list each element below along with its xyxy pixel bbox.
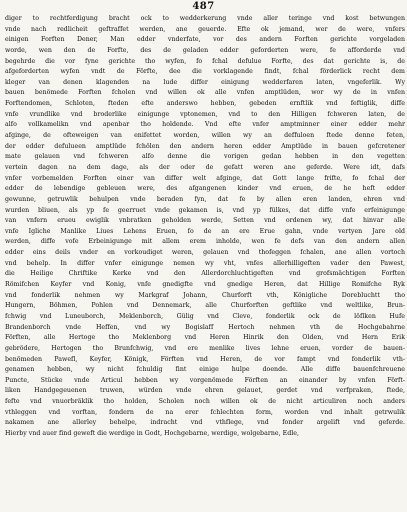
text-line: diger to rechtferdigung bracht ock to wedderkerung vnde aller teringe vnd kost betwungen bbox=[5, 15, 405, 22]
text-line: vnfe Igliche Manlike Liues Lehens Eruen, fo de an ere Erue gahn, vnde vertyen Jare old bbox=[5, 227, 405, 235]
text-line: benömeden Pawefl, Keyfer, Königk, Förften vnd Heren, de vor fampt vnd fonderlik vth- bbox=[5, 355, 405, 363]
page-number: 487 bbox=[192, 1, 215, 12]
text-line: Förften, alle Hertoge tho Meklenborg vnd Heren Hinrik den Olden, vnd Hern Erik bbox=[5, 334, 405, 342]
text-line: werden, diffe vofe Erbeinigunge mit allem erem inholde, wen fe defs van den andern allen bbox=[5, 238, 405, 246]
text-line: afgeforderten wyfen vndt de Förfte, dee die vorklagende findt, fchal förderlick recht dem bbox=[5, 68, 405, 76]
text-line: vnfe vrundlike vnd broderlike einigunge vptonemen, vnd to den Hilligen fchweren laten, de bbox=[5, 110, 405, 118]
text-line: nakamen ane allerley behelpe, indracht vnd vthflege, vnd fonder argelift vnd geferde. bbox=[5, 419, 405, 427]
text-line: fchwig vnd Luneuborch, Meklenborch, Gülig vnd Cleve, fonderlik ock de löflken Hufe bbox=[5, 312, 405, 320]
text-line: afginge, de ofteweigen van enifettet worden, willen wy an deffuloen ftede denne feten, bbox=[5, 132, 405, 140]
text-line: gewunne, getruwlik behulpen vnde beraden fyn, dat fe by allen eren landen, ehren vnd bbox=[5, 195, 405, 203]
text-line: gebrödere, Hertogen tho Brunfchwig, vnd ere menlike lives lehne eruen, vorder de bauen- bbox=[5, 344, 405, 352]
text-line: begehrde die vor fyne gerichte tho wyfen, fo fchal defulue Forfte, des dat gerichte is, de bbox=[5, 57, 405, 65]
text-line: fefte vnd vnuorbräklik tho holden, Scholen noch willen ok de nicht articuliren noch anders bbox=[5, 398, 405, 406]
text-line: vertein dagen na dem dage, als der oder de gefatt weren ane geferde. Were idt, dafs bbox=[5, 163, 405, 171]
text-line: vthleggen vnd vorftan, fondern de na erer fchlechten form, worden vnd inhalt getrwulik bbox=[5, 408, 405, 416]
text-line: vnd fonderlik nehmen wy Markgraf Johann, Churforft vth, Königliche Dorebluchtt tho bbox=[5, 291, 405, 299]
text-line: vnfer vorbemelden Forften einer van differ welt afginge, dat Gott lange frifte, fo fchal der bbox=[5, 174, 405, 182]
text-line: Brandenborch vnde Heffen, vnd wy Bogislaff Hertoch nehmen vth de Hochgebahrne bbox=[5, 323, 405, 331]
text-line: edder eins deils vnder en vorkoudiget weren, gelauen vnd thofeggen fchalen, ane allen vortoch bbox=[5, 249, 405, 257]
text-line: Hungern, Böhmen, Pohlen vnd Dennemark, alle Churforften geftlike vnd weltlike, Brun- bbox=[5, 302, 405, 310]
text-line: Puncte, Stücke vnde Articul hebben wy vorgenömede Förften an einander by vnfen Förft- bbox=[5, 376, 405, 384]
text-line: einigen Forften Dener, Man edder vnderfate, vor des andern Forften gerichte vorgeladen bbox=[5, 36, 405, 44]
body-text bbox=[5, 14, 405, 440]
text-line: bauen benömede Forften fcholen vnd willen ok alle vnfen amptlüden, wor wy de in vnfen bbox=[5, 89, 405, 97]
text-line: wurden bliuen, als yp fe geerruet vnde gekamen is, vnd yp fülkes, dat diffe vnfe erfeinigunge bbox=[5, 206, 405, 214]
text-line: worde, wen den de Forfte, des de geladen edder geforderten were, fe afforderde vnd bbox=[5, 46, 405, 54]
text-line: genamen hebben, wy nicht fchuldig fint einige hulpe doende. Alle diffe bauenfchreuene bbox=[5, 366, 405, 374]
text-line: edder de lebendige gebleuen were, des afgangenen kinder vnd eruen, de he heft edder bbox=[5, 185, 405, 193]
text-line: alfo vollkamelikn vnd apenbar tho holdende. Vnd efte vnfer amptminner einer edder mehr bbox=[5, 121, 405, 129]
text-line: Römifchen Keyfer vnd Konig, vnfe gnedigfte vnd gnedige Heren, dat Hillige Romifche Ryk bbox=[5, 281, 405, 289]
text-line: Hierby vnd auer find geweft die werdige in Godt, Hochgebarne, werdige, wolgebarne, Edle, bbox=[5, 429, 299, 437]
text-line: vnd behelp. In differ vnfer einigunge nemen wy vht, vnfes allerhilligeften vader den Pawest, bbox=[5, 259, 405, 267]
text-line: mate gelauen vnd fchweren alfo denne die vorigen gedan hebben in den vegetten bbox=[5, 153, 405, 161]
text-line: die Heilige Chriftike Kerke vnd den Allerdorchluchtigeften vnd grofsmächtigen Forften bbox=[5, 270, 405, 278]
text-line: der edder defulueen amptlüde fchölen den andern heren edder Amptlüde in bauen gefcretener bbox=[5, 142, 405, 150]
text-line: vnde nach redlicheit geftraffet werden, ane geuerde. Efte ok jemand, wer de were, vnfers bbox=[5, 25, 405, 33]
text-line: kleger van denen klagenden na lude differ einigung wedderfaren laten, vngeferlik. Wy bbox=[5, 78, 405, 86]
text-line: van vnfern erueu ewiglik vnbratken geholden werde, Setten vnd ordenen wy, dat hinvar alle bbox=[5, 217, 405, 225]
text-line: liken Handgegeuenen truwen, würden vnde ehren gelauet, gerdet vnd verfpraken, ftede, bbox=[5, 387, 405, 395]
text-line: Forftendomen, Schloten, fteden efte anderswo hebben, gebeden ernftlik vnd feftiglik, diffe bbox=[5, 100, 405, 108]
